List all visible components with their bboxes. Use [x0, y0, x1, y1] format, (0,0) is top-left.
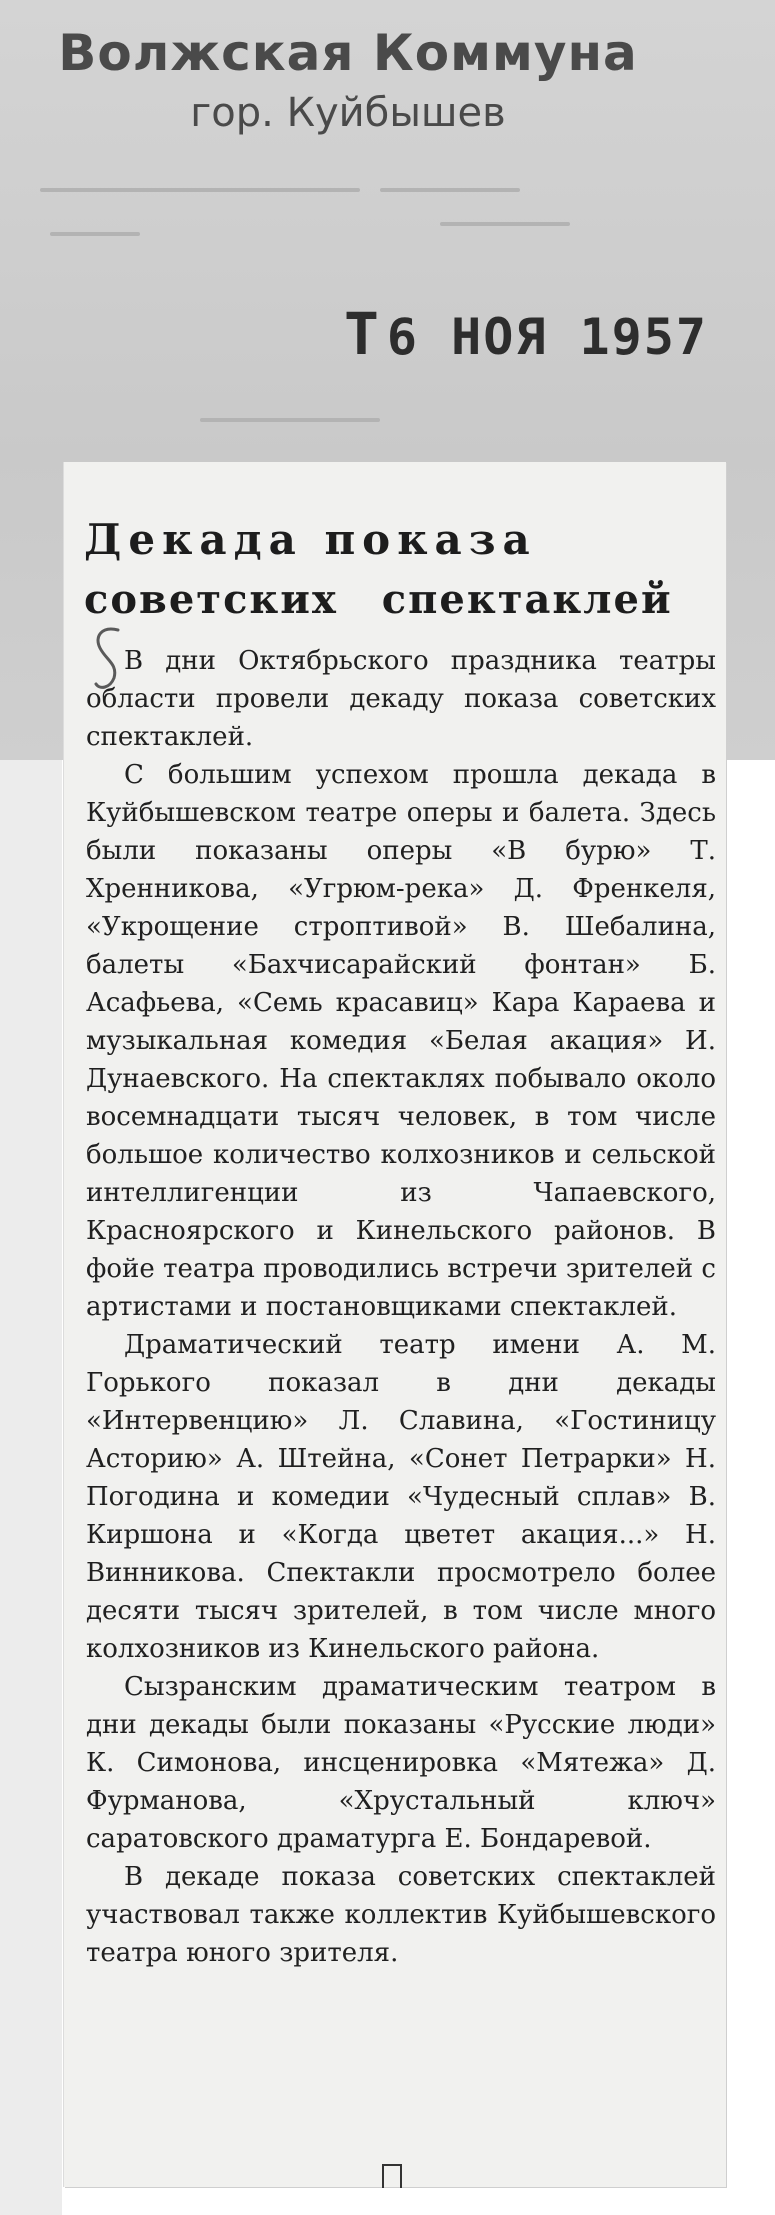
stamp-date: 6 НОЯ 1957 — [386, 308, 708, 366]
article-paragraph: С большим успехом прошла декада в Куйбышевском театре оперы и балета. Здесь были показаны оперы «В бурю» Т. Хренникова, «Угрюм-река» Д. Френкеля, «Укрощение строптивой» В. Шебалина, балеты «Бахчисарайский фонтан» Б. Асафьева, «Семь красавиц» Кара Караева и музыкальная комедия «Белая акация» И. Дунаевского. На спектаклях побывало около восемнадцати тысяч человек, в том числе большое количество колхозников и сельской интеллигенции из Чапаевского, Красноярского и Кинельского районов. В фойе театра проводились встречи зрителей с артистами и постановщиками спектаклей. — [86, 760, 716, 1322]
article-paragraph: В декаде показа советских спектаклей участвовал также коллектив Куйбышевского театра юного зрителя. — [86, 1862, 716, 1968]
newspaper-city: гор. Куйбышев — [190, 90, 506, 136]
scan-margin — [0, 760, 62, 2215]
headline-line-1: Декада показа — [84, 515, 537, 564]
faded-print-line — [380, 188, 520, 192]
article-paragraph: Сызранским драматическим театром в дни декады были показаны «Русские люди» К. Симонова, инсценировка «Мятежа» Д. Фурманова, «Хрустальный ключ» саратовского драматурга Е. Бондаревой. — [86, 1672, 716, 1854]
article-paragraph: Драматический театр имени А. М. Горького показал в дни декады «Интервенцию» Л. Славина, «Гостиницу Асторию» А. Штейна, «Сонет Петрарки» Н. Погодина и комедии «Чудесный сплав» В. Киршона и «Когда цветет акация...» Н. Винникова. Спектакли просмотрело более десяти тысяч зрителей, в том числе много колхозников из Кинельского района. — [86, 1330, 716, 1664]
faded-print-line — [50, 232, 140, 236]
headline-line-2: советских спектаклей — [84, 576, 673, 623]
end-of-article-icon — [382, 2164, 402, 2188]
article-paragraph: В дни Октябрьского праздника театры области провели декаду показа советских спектаклей. — [86, 646, 716, 752]
stamp-mark-icon: Т — [344, 300, 381, 368]
newspaper-masthead — [18, 22, 678, 138]
article-clipping — [64, 462, 726, 2187]
article-body — [86, 642, 716, 1972]
article-headline — [84, 510, 724, 630]
faded-print-line — [40, 188, 360, 192]
date-stamp — [344, 300, 774, 368]
faded-print-line — [200, 418, 380, 422]
newspaper-name: Волжская Коммуна — [58, 24, 638, 82]
faded-print-line — [440, 222, 570, 226]
